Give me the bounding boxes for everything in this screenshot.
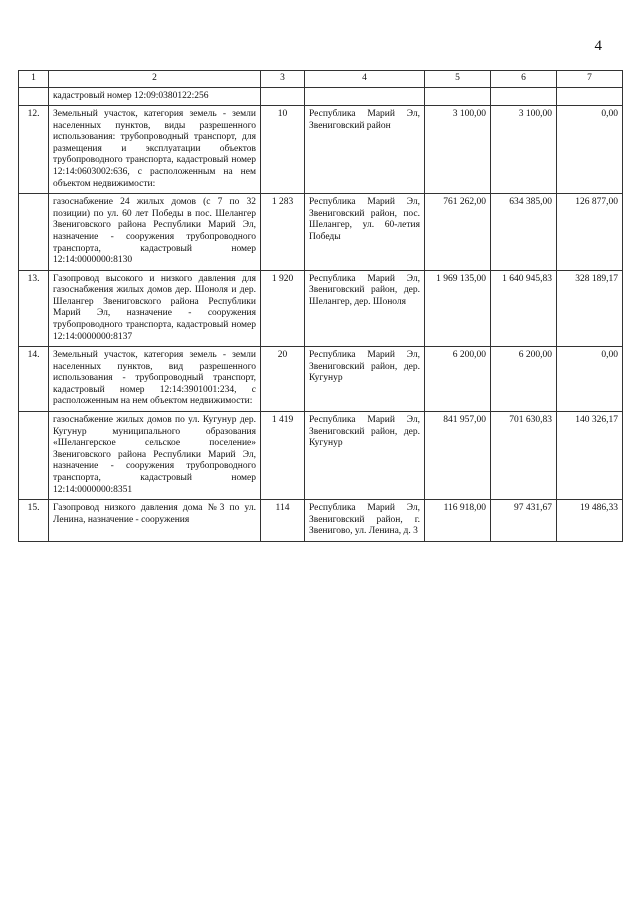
- value-cell: 761 262,00: [425, 194, 491, 270]
- value-cell: 19 486,33: [557, 500, 623, 542]
- address-cell: Республика Марий Эл, Звениговский район, дер. Шелангер, дер. Шоноля: [305, 270, 425, 346]
- area-cell: 1 283: [261, 194, 305, 270]
- column-header: 4: [305, 71, 425, 88]
- row-number-cell: 14.: [19, 347, 49, 412]
- table-row: [19, 270, 623, 346]
- address-cell: Республика Марий Эл, Звениговский район, дер. Кугунур: [305, 412, 425, 500]
- value-cell: 97 431,67: [491, 500, 557, 542]
- description-cell: Земельный участок, категория земель - земли населенных пунктов, вид разрешенного использования - трубопроводный транспорт, кадастровый номер 12:14:3901001:234, с расположенным на нем объектом недвижимости:: [49, 347, 261, 412]
- value-cell: [425, 87, 491, 106]
- description-cell: Газопровод высокого и низкого давления для газоснабжения жилых домов дер. Шоноля и дер. Шелангер Звениговского района Республики Марий Эл, назначение - сооружения трубопроводного транспорта, кадастровый номер 12:14:0000000:8137: [49, 270, 261, 346]
- table-row: [19, 194, 623, 270]
- page-number: 4: [594, 38, 602, 54]
- table-row-continuation: [19, 87, 623, 106]
- description-cell: Земельный участок, категория земель - земли населенных пунктов, виды разрешенного использования: трубопроводный транспорт, для размещения и эксплуатации объектов трубопроводного транспорта, кадастровый номер 12:14:0603002:636, с расположенным на нем объектом недвижимости:: [49, 106, 261, 194]
- table-row: [19, 412, 623, 500]
- address-cell: Республика Марий Эл, Звениговский район, дер. Кугунур: [305, 347, 425, 412]
- area-cell: 20: [261, 347, 305, 412]
- address-cell: Республика Марий Эл, Звениговский район, г. Звенигово, ул. Ленина, д. 3: [305, 500, 425, 542]
- address-cell: Республика Марий Эл, Звениговский район, пос. Шелангер, ул. 60-летия Победы: [305, 194, 425, 270]
- value-cell: 6 200,00: [425, 347, 491, 412]
- property-table: [18, 70, 623, 542]
- value-cell: 0,00: [557, 347, 623, 412]
- column-header: 2: [49, 71, 261, 88]
- value-cell: 1 640 945,83: [491, 270, 557, 346]
- row-number-cell: 15.: [19, 500, 49, 542]
- value-cell: 3 100,00: [491, 106, 557, 194]
- row-number-cell: 12.: [19, 106, 49, 194]
- column-header: 1: [19, 71, 49, 88]
- description-cell: кадастровый номер 12:09:0380122:256: [49, 87, 261, 106]
- column-header: 7: [557, 71, 623, 88]
- value-cell: 634 385,00: [491, 194, 557, 270]
- row-number-cell: [19, 194, 49, 270]
- value-cell: 3 100,00: [425, 106, 491, 194]
- value-cell: 6 200,00: [491, 347, 557, 412]
- address-cell: Республика Марий Эл, Звениговский район: [305, 106, 425, 194]
- area-cell: [261, 87, 305, 106]
- area-cell: 1 419: [261, 412, 305, 500]
- value-cell: 116 918,00: [425, 500, 491, 542]
- table-body: [19, 87, 623, 541]
- table-row: [19, 106, 623, 194]
- value-cell: 0,00: [557, 106, 623, 194]
- table-header-row: [19, 71, 623, 88]
- row-number-cell: 13.: [19, 270, 49, 346]
- area-cell: 10: [261, 106, 305, 194]
- value-cell: 1 969 135,00: [425, 270, 491, 346]
- description-cell: газоснабжение 24 жилых домов (с 7 по 32 позиции) по ул. 60 лет Победы в пос. Шелангер Звениговского района Республики Марий Эл, назначение - сооружения трубопроводного транспорта, кадастровый номер 12:14:0000000:8130: [49, 194, 261, 270]
- value-cell: 841 957,00: [425, 412, 491, 500]
- value-cell: [491, 87, 557, 106]
- description-cell: газоснабжение жилых домов по ул. Кугунур дер. Кугунур муниципального образования «Шелангерское сельское поселение» Звениговского района Республики Марий Эл, назначение - сооружения трубопроводного транспорта, кадастровый номер 12:14:0000000:8351: [49, 412, 261, 500]
- value-cell: 126 877,00: [557, 194, 623, 270]
- value-cell: 701 630,83: [491, 412, 557, 500]
- description-cell: Газопровод низкого давления дома №3 по ул. Ленина, назначение - сооружения: [49, 500, 261, 542]
- row-number-cell: [19, 87, 49, 106]
- value-cell: 328 189,17: [557, 270, 623, 346]
- row-number-cell: [19, 412, 49, 500]
- column-header: 5: [425, 71, 491, 88]
- value-cell: [557, 87, 623, 106]
- table-row: [19, 500, 623, 542]
- value-cell: 140 326,17: [557, 412, 623, 500]
- area-cell: 114: [261, 500, 305, 542]
- column-header: 3: [261, 71, 305, 88]
- table-row: [19, 347, 623, 412]
- address-cell: [305, 87, 425, 106]
- column-header: 6: [491, 71, 557, 88]
- area-cell: 1 920: [261, 270, 305, 346]
